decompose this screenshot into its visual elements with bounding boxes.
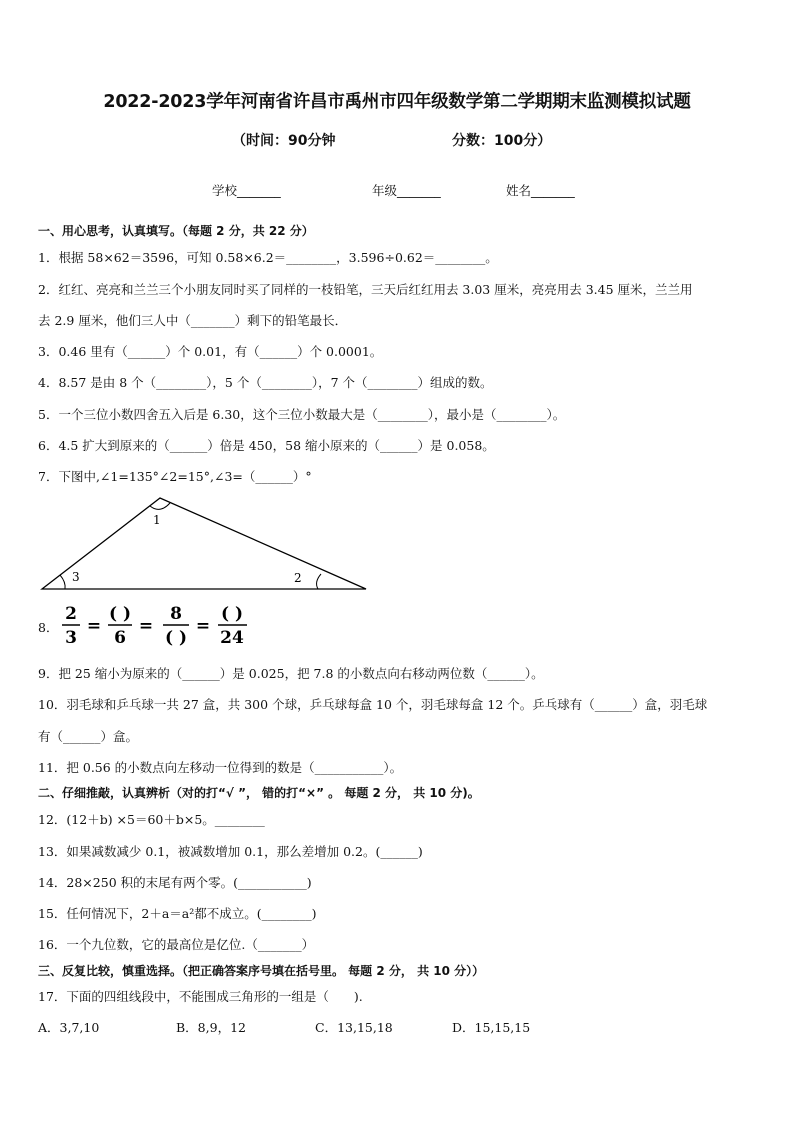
question-1: 1．根据 58×62＝3596，可知 0.58×6.2＝________，3.596÷0.62＝________。 <box>38 250 498 265</box>
triangle-outline <box>42 498 366 589</box>
equals-sign-3: = <box>195 616 211 636</box>
question-7: 7．下图中,∠1=135°∠2=15°,∠3=（______）° <box>38 469 312 484</box>
question-10-line-1: 10．羽毛球和乒乓球一共 27 盒，共 300 个球，乒乓球每盒 10 个，羽毛球每盒 12 个。乒乓球有（______）盒，羽毛球 <box>38 697 708 712</box>
exam-title: 2022-2023学年河南省许昌市禹州市四年级数学第二学期期末监测模拟试题 <box>103 92 691 112</box>
section-3-heading: 三、反复比较，慎重选择。（把正确答案序号填在括号里。 每题 2 分， 共 10 分）） <box>38 964 485 978</box>
question-4: 4．8.57 是由 8 个（________），5 个（________），7 个（________）组成的数。 <box>38 375 493 390</box>
grade-field: 年级_______ <box>372 183 441 198</box>
option-a: A．3,7,10 <box>38 1020 100 1035</box>
school-field: 学校_______ <box>212 183 281 198</box>
fraction-3-numerator: 8 <box>170 604 182 624</box>
question-9: 9．把 25 缩小为原来的（______）是 0.025，把 7.8 的小数点向右移动两位数（______）。 <box>38 666 544 681</box>
question-12: 12．(12＋b) ×5＝60＋b×5。________ <box>38 812 265 827</box>
question-10-line-2: 有（______）盒。 <box>38 729 139 744</box>
triangle-figure <box>38 494 372 594</box>
question-6: 6．4.5 扩大到原来的（______）倍是 450，58 缩小原来的（______）是 0.058。 <box>38 438 495 453</box>
angle-3-label: 3 <box>72 570 80 584</box>
option-b: B．8,9，12 <box>176 1020 246 1035</box>
question-14: 14．28×250 积的末尾有两个零。(___________) <box>38 875 312 890</box>
equals-sign-1: = <box>86 616 102 636</box>
question-5: 5．一个三位小数四舍五入后是 6.30，这个三位小数最大是（________），最小是（________）。 <box>38 407 566 422</box>
option-d: D．15,15,15 <box>452 1020 531 1035</box>
question-16: 16．一个九位数，它的最高位是亿位.（_______） <box>38 937 315 952</box>
fraction-equation <box>58 600 258 650</box>
fraction-2-denominator: 6 <box>114 628 126 648</box>
option-c: C．13,15,18 <box>315 1020 393 1035</box>
fraction-1-numerator: 2 <box>65 604 77 624</box>
question-2-line-2: 去 2.9 厘米，他们三人中（_______）剩下的铅笔最长． <box>38 313 348 328</box>
exam-time: （时间：90分钟 <box>232 133 336 149</box>
name-field: 姓名_______ <box>506 183 575 198</box>
fraction-4-numerator: ( ) <box>220 604 244 624</box>
fraction-2-numerator: ( ) <box>108 604 132 624</box>
angle-2-arc <box>317 574 321 589</box>
angle-3-arc <box>60 575 65 589</box>
section-1-heading: 一、用心思考，认真填写。（每题 2 分，共 22 分） <box>38 224 314 238</box>
section-2-heading: 二、仔细推敲，认真辨析（对的打“√ ”， 错的打“×” 。 每题 2 分， 共 10 分)。 <box>38 786 480 800</box>
fraction-3-denominator: ( ) <box>164 628 188 648</box>
equals-sign-2: = <box>138 616 154 636</box>
question-15: 15．任何情况下，2＋a＝a²都不成立。(________) <box>38 906 317 921</box>
fraction-1-denominator: 3 <box>65 628 77 648</box>
question-8-number: 8． <box>38 620 59 635</box>
question-11: 11．把 0.56 的小数点向左移动一位得到的数是（___________）。 <box>38 760 403 775</box>
fraction-4-denominator: 24 <box>220 628 244 648</box>
exam-score: 分数：100分） <box>452 133 552 149</box>
question-13: 13．如果减数减少 0.1，被减数增加 0.1，那么差增加 0.2。(______) <box>38 844 423 859</box>
question-3: 3．0.46 里有（______）个 0.01，有（______）个 0.0001。 <box>38 344 383 359</box>
question-17: 17．下面的四组线段中，不能围成三角形的一组是（ ). <box>38 989 363 1004</box>
angle-1-label: 1 <box>153 513 161 527</box>
angle-2-label: 2 <box>294 571 302 585</box>
question-2-line-1: 2．红红、亮亮和兰兰三个小朋友同时买了同样的一枝铅笔，三天后红红用去 3.03 厘米，亮亮用去 3.45 厘米，兰兰用 <box>38 282 693 297</box>
